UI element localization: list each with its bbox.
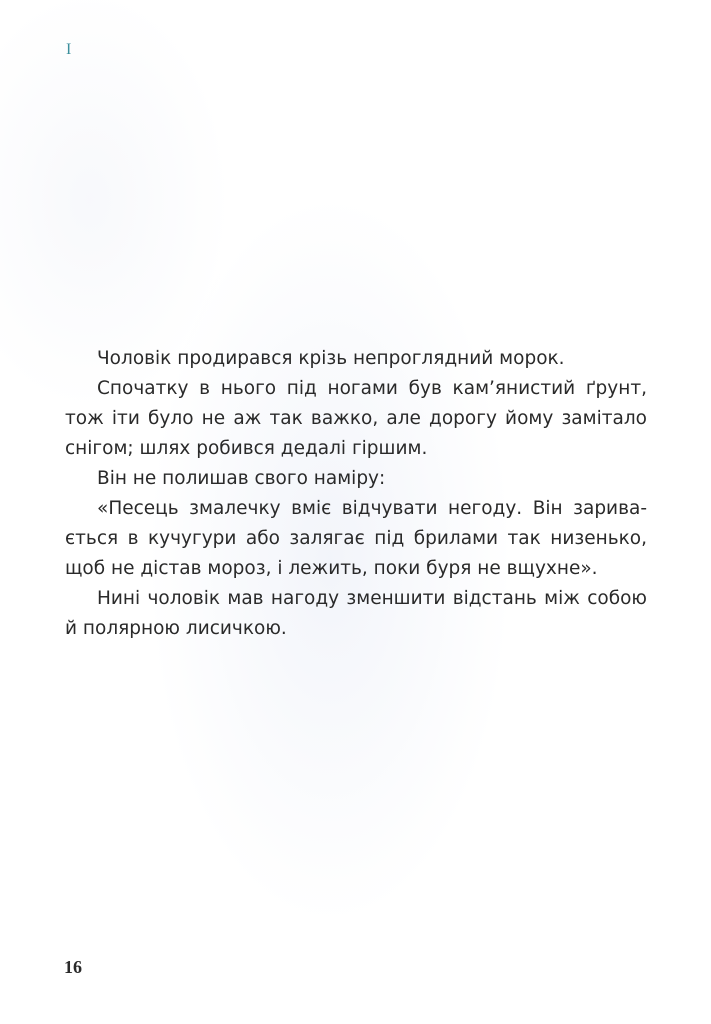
body-text (65, 344, 647, 644)
text-line: щоб не дістав мороз, і лежить, поки буря не вщухне». (65, 558, 598, 579)
chapter-mark: I (66, 41, 72, 58)
text-line: ється в кучугури або залягає під брилами так низенько, (65, 528, 647, 549)
text-line: Чоловік продирався крізь непроглядний морок. (97, 348, 565, 369)
text-line: Він не полишав свого наміру: (97, 468, 386, 489)
page-number: 16 (64, 957, 82, 977)
text-line: снігом; шлях робився дедалі гіршим. (65, 438, 428, 459)
text-line: тож іти було не аж так важко, але дорогу йому замітало (65, 408, 647, 429)
text-line: «Песець змалечку вміє відчувати негоду. Він зарива- (97, 498, 647, 519)
text-line: й полярною лисичкою. (65, 618, 287, 639)
text-line: Нині чоловік мав нагоду зменшити відстань між собою (97, 588, 647, 609)
text-line: Спочатку в нього під ногами був кам’янистий ґрунт, (97, 378, 647, 399)
